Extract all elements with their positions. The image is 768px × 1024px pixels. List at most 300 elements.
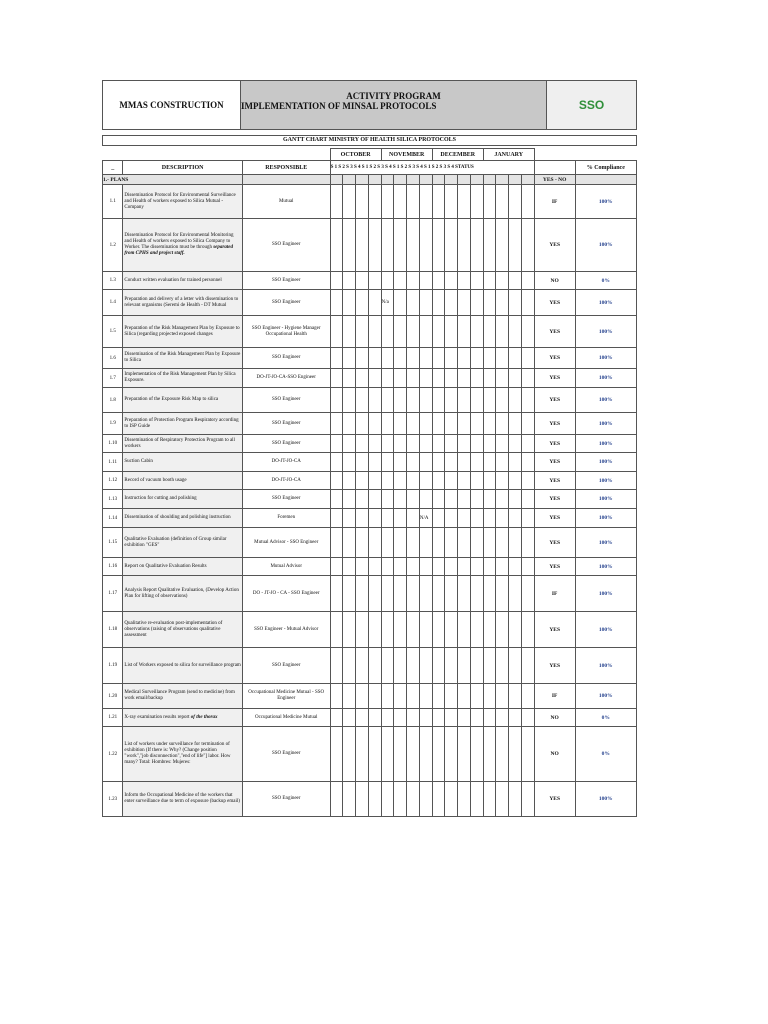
gantt-cell <box>330 576 343 612</box>
gantt-cell <box>368 219 381 272</box>
row-responsible: SSO Engineer <box>242 727 330 782</box>
gantt-cell <box>419 648 432 684</box>
row-responsible: SSO Engineer <box>242 413 330 435</box>
gantt-cell <box>356 413 369 435</box>
gantt-cell <box>368 782 381 817</box>
gantt-cell <box>330 272 343 290</box>
gantt-cell <box>343 709 356 727</box>
gantt-cell <box>407 453 420 472</box>
row-description <box>123 509 242 528</box>
gantt-cell <box>496 290 509 316</box>
gantt-cell <box>521 509 534 528</box>
gantt-cell <box>445 185 458 219</box>
gantt-cell <box>419 782 432 817</box>
section-row <box>103 175 637 185</box>
table-row <box>103 509 637 528</box>
gantt-cell <box>407 709 420 727</box>
gantt-cell <box>394 727 407 782</box>
section-fill-cell <box>509 175 522 185</box>
row-description-text: Analysis Report Qualitative Evaluation, (Develop Action Plan for lifting of observations) <box>124 587 239 599</box>
gantt-cell <box>381 782 394 817</box>
gantt-cell <box>509 528 522 558</box>
gantt-cell <box>419 612 432 648</box>
blank-cell <box>103 149 123 161</box>
gantt-cell <box>445 388 458 413</box>
row-description <box>123 782 242 817</box>
gantt-cell <box>343 528 356 558</box>
gantt-cell <box>407 369 420 388</box>
gantt-cell <box>496 576 509 612</box>
gantt-cell <box>509 348 522 369</box>
gantt-cell <box>368 558 381 576</box>
gantt-cell <box>432 290 445 316</box>
gantt-cell <box>419 472 432 490</box>
row-status: YES <box>534 369 575 388</box>
gantt-cell <box>394 648 407 684</box>
row-number: 1.11 <box>103 453 123 472</box>
gantt-cell <box>394 435 407 453</box>
gantt-cell <box>330 684 343 709</box>
table-row <box>103 528 637 558</box>
row-description-text: Medical Surveillance Program (send to medicine) from work email/backup <box>124 690 235 701</box>
gantt-cell <box>521 612 534 648</box>
gantt-cell <box>394 558 407 576</box>
gantt-cell <box>407 612 420 648</box>
month-january: JANUARY <box>483 149 534 161</box>
gantt-cell <box>432 435 445 453</box>
gantt-cell <box>343 648 356 684</box>
gantt-cell <box>470 435 483 453</box>
gantt-cell <box>458 612 471 648</box>
gantt-cell <box>483 576 496 612</box>
gantt-na-mark: N/A <box>419 509 432 528</box>
gantt-cell <box>381 528 394 558</box>
row-status: NO <box>534 709 575 727</box>
gantt-cell <box>470 369 483 388</box>
gantt-cell <box>343 509 356 528</box>
gantt-cell <box>496 648 509 684</box>
gantt-cell <box>343 558 356 576</box>
col-responsible-header: RESPONSIBLE <box>242 161 330 175</box>
row-number: 1.8 <box>103 388 123 413</box>
gantt-cell <box>432 388 445 413</box>
gantt-cell <box>407 413 420 435</box>
row-description-text: Dissemination Protocol for Environmental Monitoring and Health of workers exposed to Silica Company to Worker. The dissemination must be through <box>124 233 234 250</box>
gantt-cell <box>458 290 471 316</box>
gantt-cell <box>394 453 407 472</box>
row-status: YES <box>534 413 575 435</box>
row-status: NO <box>534 727 575 782</box>
gantt-cell <box>394 272 407 290</box>
gantt-cell <box>521 727 534 782</box>
table-row <box>103 185 637 219</box>
month-header-row <box>103 149 637 161</box>
row-description <box>123 709 242 727</box>
row-compliance: 100% <box>575 348 636 369</box>
gantt-cell <box>381 576 394 612</box>
gantt-cell <box>445 509 458 528</box>
gantt-cell <box>356 453 369 472</box>
row-status: IF <box>534 576 575 612</box>
gantt-cell <box>509 576 522 612</box>
gantt-cell <box>419 435 432 453</box>
table-row <box>103 388 637 413</box>
gantt-cell <box>521 219 534 272</box>
gantt-cell <box>432 472 445 490</box>
gantt-cell <box>356 509 369 528</box>
gantt-cell <box>483 316 496 348</box>
gantt-cell <box>343 782 356 817</box>
col-description-header: DESCRIPTION <box>123 161 242 175</box>
gantt-cell <box>419 185 432 219</box>
gantt-cell <box>381 684 394 709</box>
gantt-cell <box>458 272 471 290</box>
row-number: 1.1 <box>103 185 123 219</box>
row-status: YES <box>534 490 575 509</box>
gantt-cell <box>483 435 496 453</box>
column-header-row <box>103 161 637 175</box>
section-fill-cell <box>356 175 369 185</box>
gantt-cell <box>330 528 343 558</box>
gantt-cell <box>458 490 471 509</box>
row-description-text: Dissemination of the Risk Management Plan by Exposure to Silica <box>124 352 241 363</box>
row-description <box>123 472 242 490</box>
gantt-cell <box>458 509 471 528</box>
row-description-text: Report on Qualitative Evaluation Results <box>124 563 207 569</box>
gantt-cell <box>368 388 381 413</box>
gantt-cell <box>343 219 356 272</box>
program-title <box>241 81 547 129</box>
gantt-cell <box>483 558 496 576</box>
gantt-cell <box>509 435 522 453</box>
gantt-cell <box>368 528 381 558</box>
gantt-cell <box>483 369 496 388</box>
section-status-label: YES - NO <box>534 175 575 185</box>
section-fill-cell <box>343 175 356 185</box>
row-status: YES <box>534 316 575 348</box>
row-description-text: Suction Cabin <box>124 459 153 464</box>
gantt-cell <box>368 435 381 453</box>
gantt-cell <box>509 413 522 435</box>
row-number: 1.12 <box>103 472 123 490</box>
gantt-cell <box>470 558 483 576</box>
gantt-cell <box>496 782 509 817</box>
row-number: 1.14 <box>103 509 123 528</box>
gantt-cell <box>356 472 369 490</box>
row-responsible: SSO Engineer <box>242 219 330 272</box>
row-number: 1.5 <box>103 316 123 348</box>
gantt-cell <box>381 612 394 648</box>
gantt-cell <box>496 435 509 453</box>
col-weeks-header: S 1 S 2 S 3 S 4 S 1 S 2 S 3 S 4 S 1 S 2 S 3 S 4 S 1 S 2 S 3 S 4 STATUS <box>330 161 534 175</box>
gantt-cell <box>483 727 496 782</box>
gantt-cell <box>483 509 496 528</box>
row-compliance: 100% <box>575 558 636 576</box>
row-responsible: Occupational Medicine Mutual <box>242 709 330 727</box>
gantt-cell <box>394 290 407 316</box>
document-header <box>102 80 637 130</box>
row-compliance: 0% <box>575 727 636 782</box>
gantt-cell <box>458 413 471 435</box>
gantt-cell <box>381 316 394 348</box>
row-compliance: 100% <box>575 316 636 348</box>
gantt-cell <box>483 219 496 272</box>
gantt-cell <box>381 509 394 528</box>
gantt-cell <box>458 435 471 453</box>
gantt-cell <box>356 369 369 388</box>
gantt-cell <box>356 684 369 709</box>
table-row <box>103 272 637 290</box>
gantt-cell <box>432 727 445 782</box>
row-description <box>123 388 242 413</box>
gantt-cell <box>330 490 343 509</box>
row-number: 1.23 <box>103 782 123 817</box>
gantt-cell <box>381 727 394 782</box>
gantt-cell <box>432 684 445 709</box>
gantt-cell <box>394 388 407 413</box>
gantt-cell <box>407 290 420 316</box>
row-description-note: of the thorax <box>190 714 218 720</box>
gantt-cell <box>356 727 369 782</box>
gantt-cell <box>432 490 445 509</box>
row-status: YES <box>534 453 575 472</box>
row-status: YES <box>534 348 575 369</box>
gantt-cell <box>432 316 445 348</box>
gantt-cell <box>521 472 534 490</box>
gantt-cell <box>458 782 471 817</box>
col-status-header <box>534 161 575 175</box>
gantt-cell <box>496 369 509 388</box>
row-description-text: X-ray examination results report <box>124 714 190 720</box>
gantt-cell <box>330 648 343 684</box>
gantt-cell <box>521 316 534 348</box>
gantt-cell <box>419 348 432 369</box>
gantt-cell <box>432 348 445 369</box>
gantt-cell <box>419 684 432 709</box>
gantt-cell <box>368 612 381 648</box>
company-name: MMAS CONSTRUCTION <box>103 81 241 129</box>
gantt-cell <box>483 388 496 413</box>
gantt-cell <box>407 648 420 684</box>
activity-table <box>102 148 637 817</box>
gantt-cell <box>521 558 534 576</box>
gantt-cell <box>496 509 509 528</box>
gantt-cell <box>509 316 522 348</box>
gantt-cell <box>521 684 534 709</box>
gantt-cell <box>330 453 343 472</box>
gantt-cell <box>330 185 343 219</box>
gantt-title: GANTT CHART MINISTRY OF HEALTH SILICA PROTOCOLS <box>102 135 637 146</box>
gantt-cell <box>407 558 420 576</box>
section-fill-cell <box>496 175 509 185</box>
row-compliance: 100% <box>575 185 636 219</box>
gantt-cell <box>496 490 509 509</box>
gantt-cell <box>330 558 343 576</box>
section-fill-cell <box>470 175 483 185</box>
row-status: YES <box>534 219 575 272</box>
gantt-cell <box>330 290 343 316</box>
gantt-cell <box>419 272 432 290</box>
row-number: 1.17 <box>103 576 123 612</box>
gantt-cell <box>407 435 420 453</box>
gantt-cell <box>470 684 483 709</box>
gantt-cell <box>496 316 509 348</box>
row-description <box>123 435 242 453</box>
row-description-text: Preparation of Protection Program Respiratory according to ISP Guide <box>124 417 239 429</box>
gantt-cell <box>458 316 471 348</box>
gantt-cell <box>407 576 420 612</box>
gantt-cell <box>521 435 534 453</box>
table-row <box>103 348 637 369</box>
gantt-cell <box>470 709 483 727</box>
gantt-cell <box>458 576 471 612</box>
gantt-cell <box>496 684 509 709</box>
gantt-cell <box>445 648 458 684</box>
gantt-cell <box>343 369 356 388</box>
row-status: YES <box>534 509 575 528</box>
gantt-cell <box>496 185 509 219</box>
gantt-cell <box>496 272 509 290</box>
gantt-cell <box>483 272 496 290</box>
gantt-cell <box>470 219 483 272</box>
row-responsible: DO-JT-JO-CA <box>242 472 330 490</box>
gantt-cell <box>330 472 343 490</box>
table-row <box>103 782 637 817</box>
gantt-cell <box>445 576 458 612</box>
gantt-cell <box>356 576 369 612</box>
section-fill-cell <box>330 175 343 185</box>
gantt-cell <box>509 782 522 817</box>
row-responsible: DO-JT-JO-CA-SSO Engineer <box>242 369 330 388</box>
gantt-cell <box>496 472 509 490</box>
gantt-cell <box>419 528 432 558</box>
gantt-cell <box>407 782 420 817</box>
gantt-cell <box>356 219 369 272</box>
gantt-cell <box>330 612 343 648</box>
section-fill-cell <box>368 175 381 185</box>
gantt-cell <box>521 528 534 558</box>
row-description <box>123 185 242 219</box>
section-fill-cell <box>432 175 445 185</box>
gantt-cell <box>381 413 394 435</box>
row-compliance: 100% <box>575 509 636 528</box>
table-row <box>103 219 637 272</box>
gantt-cell <box>407 509 420 528</box>
gantt-cell <box>368 453 381 472</box>
gantt-cell <box>356 490 369 509</box>
gantt-cell <box>458 185 471 219</box>
row-responsible: SSO Engineer <box>242 272 330 290</box>
gantt-cell <box>407 185 420 219</box>
gantt-cell <box>407 490 420 509</box>
row-description-text: Implementation of the Risk Management Plan by Silica Exposure. <box>124 372 236 383</box>
gantt-cell <box>496 348 509 369</box>
gantt-cell <box>458 472 471 490</box>
gantt-cell <box>407 348 420 369</box>
row-description <box>123 272 242 290</box>
gantt-cell <box>458 219 471 272</box>
gantt-cell <box>445 272 458 290</box>
gantt-cell <box>470 185 483 219</box>
gantt-cell <box>343 316 356 348</box>
gantt-cell <box>470 316 483 348</box>
gantt-cell <box>343 576 356 612</box>
gantt-cell <box>356 388 369 413</box>
row-status: YES <box>534 648 575 684</box>
gantt-cell <box>368 576 381 612</box>
gantt-cell <box>432 509 445 528</box>
gantt-cell <box>394 369 407 388</box>
gantt-cell <box>445 709 458 727</box>
gantt-cell <box>445 348 458 369</box>
row-status: YES <box>534 435 575 453</box>
gantt-cell <box>432 453 445 472</box>
row-description-text: List of Workers exposed to silica for surveillance program <box>124 662 241 668</box>
section-fill-cell <box>407 175 420 185</box>
section-label: 1.- PLANS <box>103 175 243 185</box>
gantt-cell <box>407 272 420 290</box>
gantt-cell <box>343 727 356 782</box>
row-status: NO <box>534 272 575 290</box>
gantt-cell <box>419 369 432 388</box>
row-compliance: 100% <box>575 684 636 709</box>
gantt-cell <box>521 576 534 612</box>
row-status: YES <box>534 782 575 817</box>
row-description-note: separated from CPHS and project staff. <box>124 245 233 256</box>
row-responsible: SSO Engineer <box>242 435 330 453</box>
gantt-cell <box>356 348 369 369</box>
gantt-cell <box>445 490 458 509</box>
gantt-cell <box>394 612 407 648</box>
gantt-cell <box>356 290 369 316</box>
gantt-cell <box>521 272 534 290</box>
gantt-cell <box>407 684 420 709</box>
gantt-cell <box>343 472 356 490</box>
gantt-cell <box>330 219 343 272</box>
gantt-cell <box>470 576 483 612</box>
gantt-cell <box>343 290 356 316</box>
gantt-cell <box>521 388 534 413</box>
gantt-cell <box>470 472 483 490</box>
gantt-cell <box>368 413 381 435</box>
gantt-cell <box>432 413 445 435</box>
blank-cell <box>242 149 330 161</box>
table-row <box>103 709 637 727</box>
gantt-cell <box>509 185 522 219</box>
row-description-text: Dissemination of Respiratory Protection Program to all workers <box>124 437 235 449</box>
gantt-cell <box>470 272 483 290</box>
gantt-cell <box>368 348 381 369</box>
gantt-cell <box>521 413 534 435</box>
gantt-cell <box>343 453 356 472</box>
row-number: 1.7 <box>103 369 123 388</box>
gantt-cell <box>343 435 356 453</box>
gantt-cell <box>419 490 432 509</box>
row-description <box>123 576 242 612</box>
gantt-cell <box>445 435 458 453</box>
gantt-cell <box>407 528 420 558</box>
gantt-cell <box>509 612 522 648</box>
gantt-cell <box>394 509 407 528</box>
row-responsible: Occupational Medicine Mutual - SSO Engineer <box>242 684 330 709</box>
gantt-cell <box>470 648 483 684</box>
row-description <box>123 219 242 272</box>
row-description <box>123 490 242 509</box>
gantt-cell <box>343 185 356 219</box>
gantt-cell <box>419 219 432 272</box>
row-responsible: SSO Engineer <box>242 782 330 817</box>
gantt-cell <box>458 709 471 727</box>
